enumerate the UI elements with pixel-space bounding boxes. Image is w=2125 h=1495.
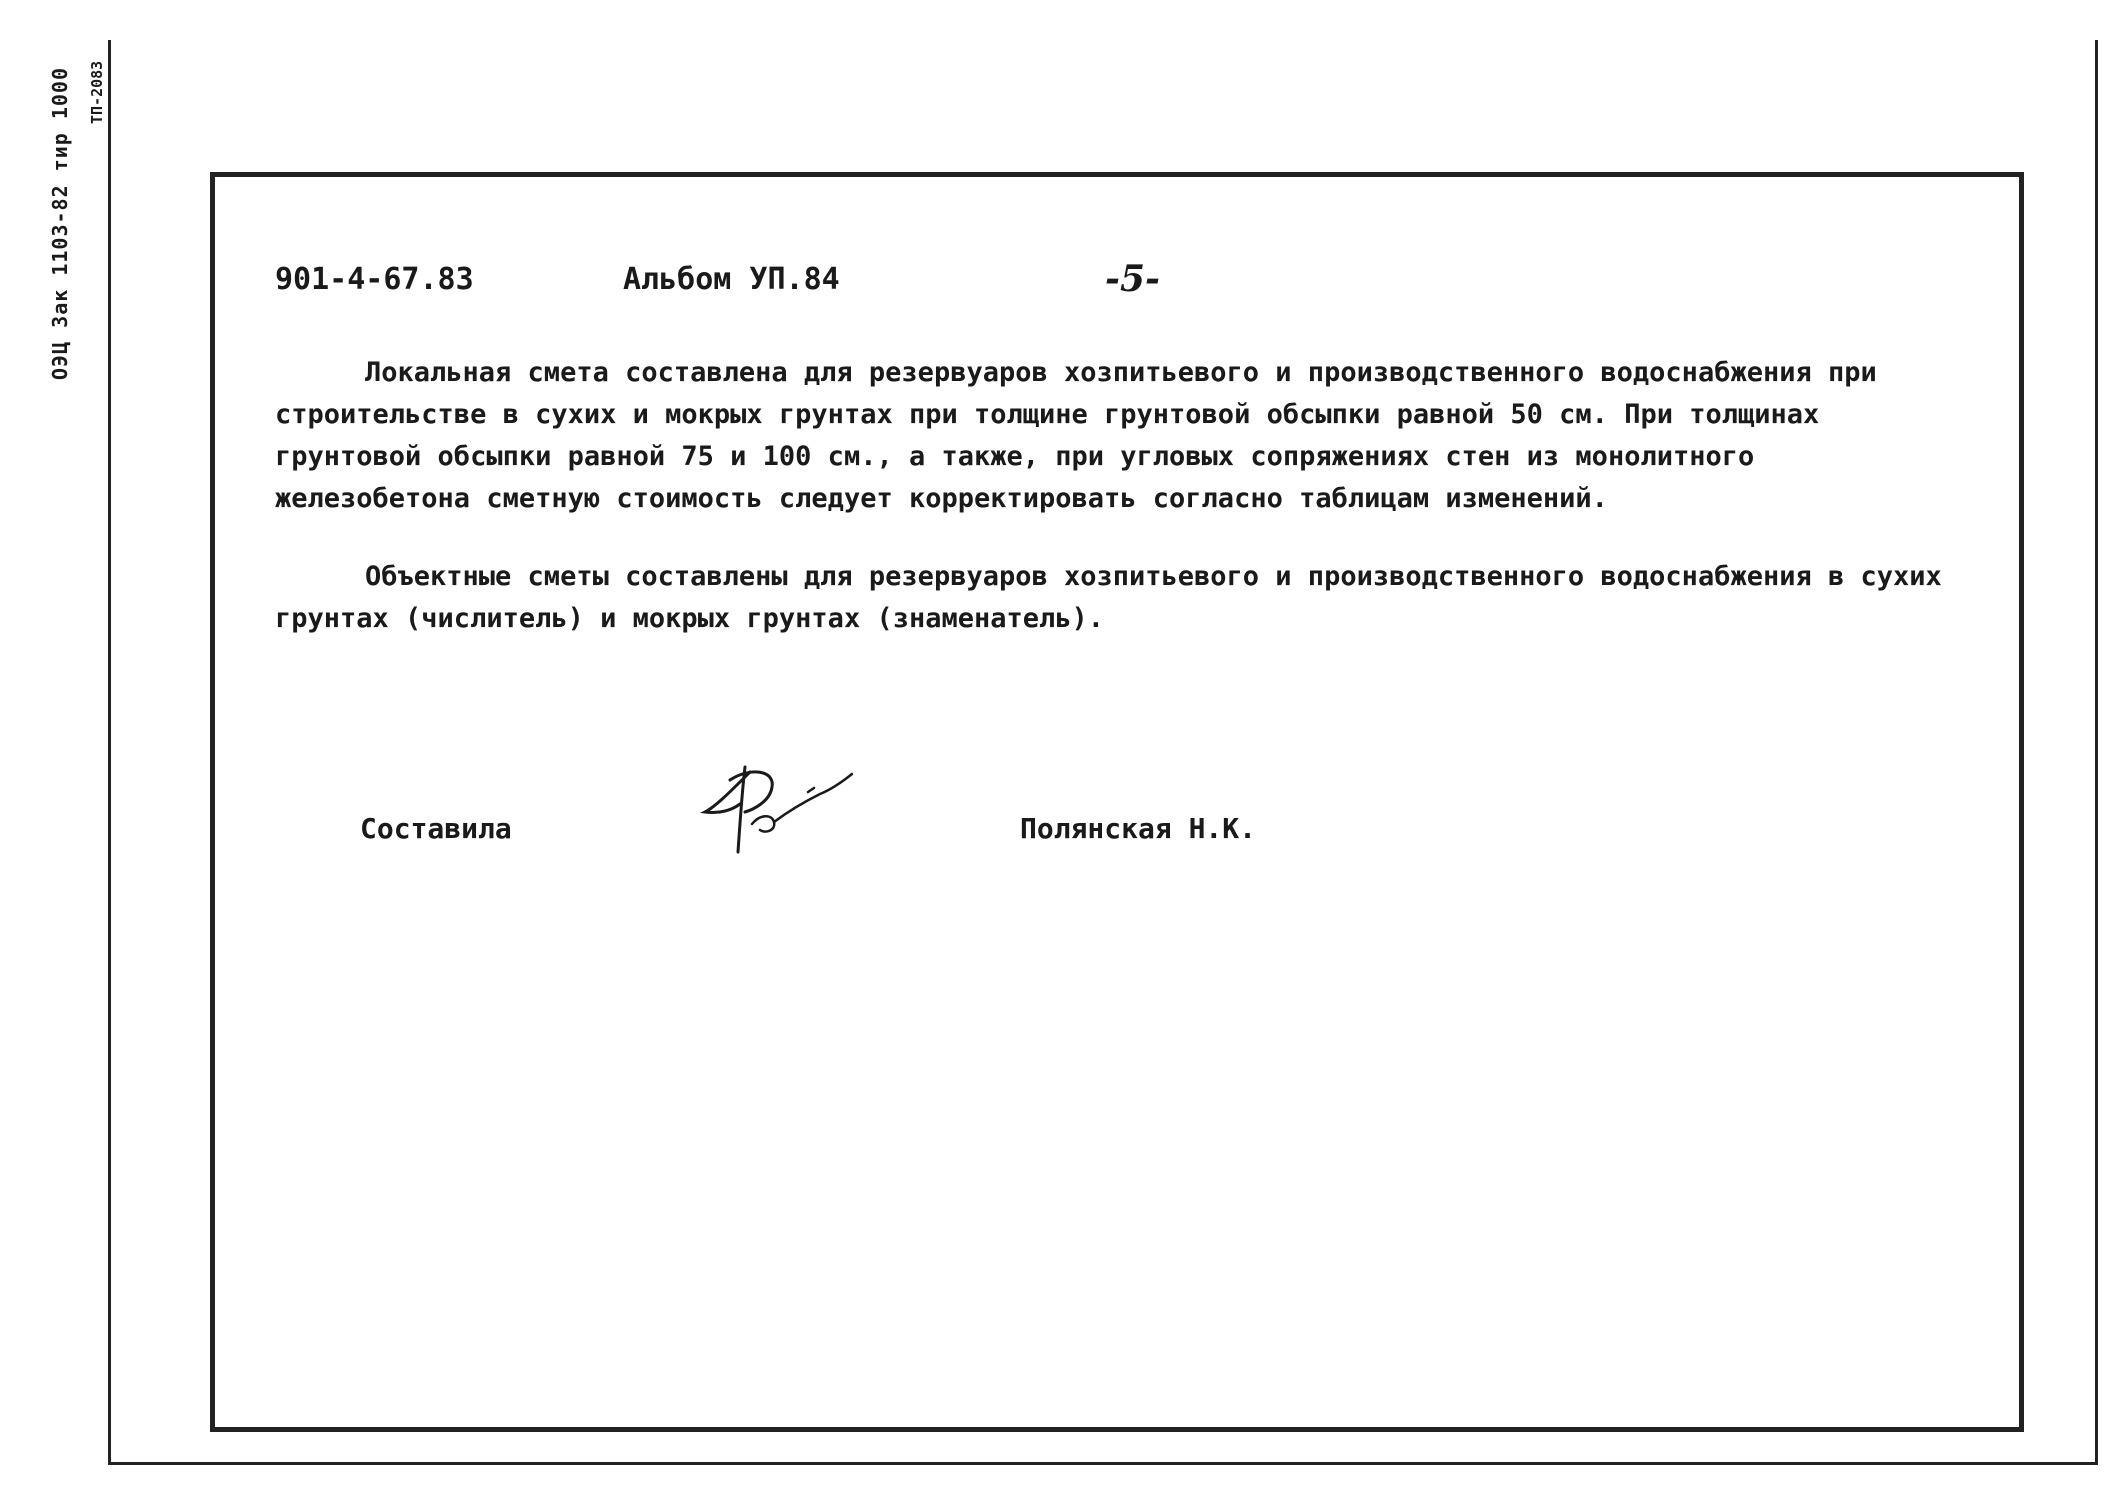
compiler-name: Полянская Н.К.	[1020, 812, 1257, 845]
document-header	[275, 258, 1975, 302]
handwritten-signature	[690, 752, 860, 862]
project-code: 901-4-67.83	[275, 262, 474, 297]
signature-row	[360, 812, 1360, 862]
print-order-stamp: ОЭЦ Зак 1103-82 тир 1000	[48, 67, 72, 380]
paragraph-local-estimate: Локальная смета составлена для резервуаров хозпитьевого и производственного водоснабжения при строительстве в сухих и мокрых грунтах при толщине грунтовой обсыпки равной 50 см. При толщинах грунтовой обсыпки равной 75 и 100 см., а также, при угловых сопряжениях стен из монолитного железобетона сметную стоимость следует корректировать согласно таблицам изменений.	[275, 357, 1877, 514]
compiled-by-label: Составила	[360, 812, 512, 845]
paragraph-object-estimates: Объектные сметы составлены для резервуаров хозпитьевого и производственного водоснабжения в сухих грунтах (числитель) и мокрых грунтах (знаменатель).	[275, 561, 1942, 634]
album-number: Альбом УП.84	[623, 262, 840, 297]
document-code-stamp: ТП-2083	[88, 60, 106, 124]
page-number: -5-	[1105, 258, 1160, 300]
